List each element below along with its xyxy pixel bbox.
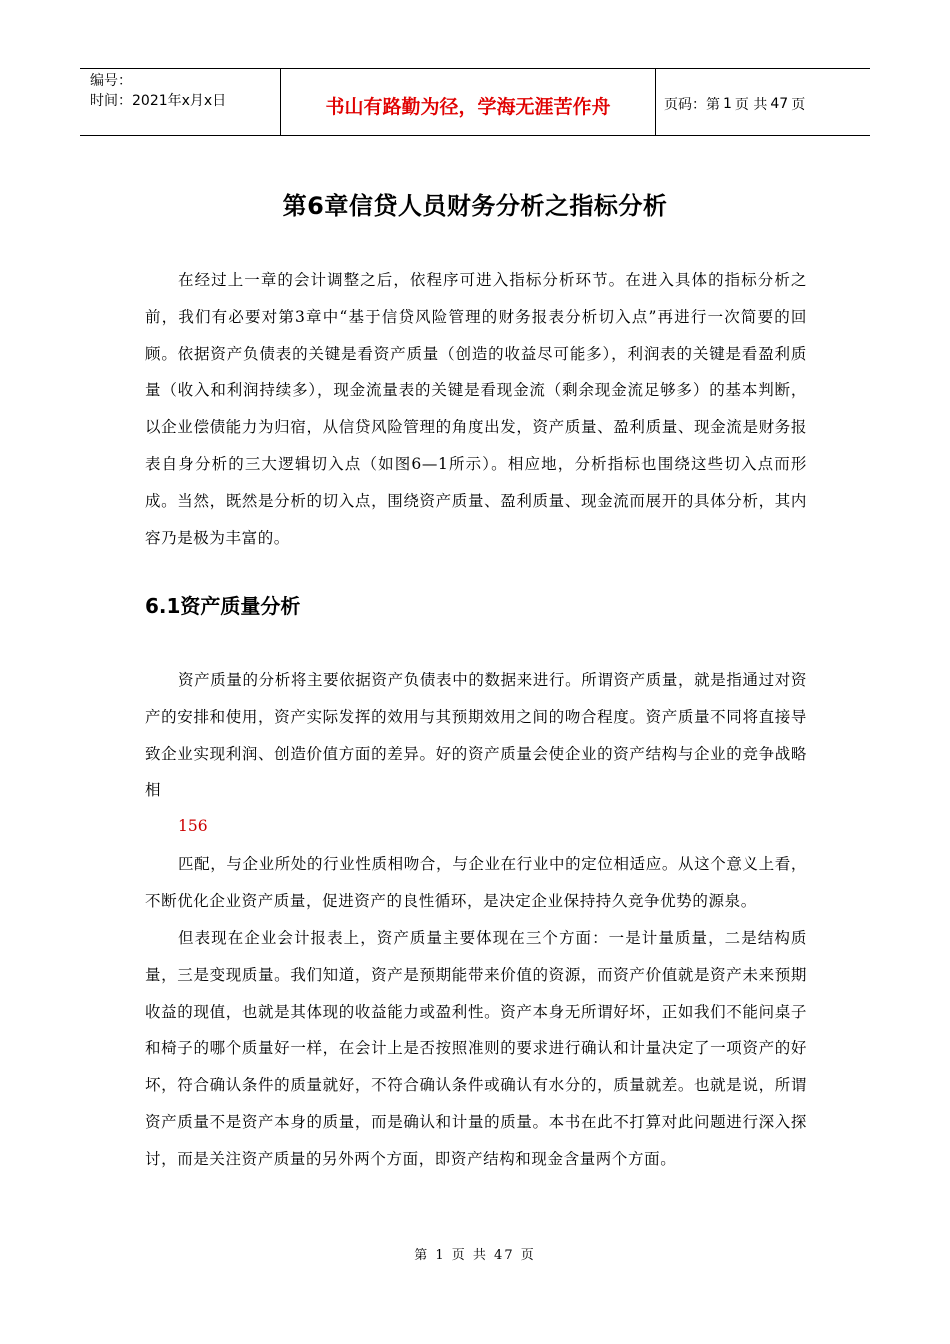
section-paragraph-3: 但表现在企业会计报表上，资产质量主要体现在三个方面：一是计量质量，二是结构质量，三是变现质量。我们知道，资产是预期能带来价值的资源，而资产价值就是资产未来预期收益的现值，也就是其体现的收益能力或盈利性。资产本身无所谓好坏，正如我们不能问桌子和椅子的哪个质量好一样，在会计上是否按照准则的要求进行确认和计量决定了一项资产的好坏，符合确认条件的质量就好，不符合确认条件或确认有水分的，质量就差。也就是说，所谓资产质量不是资产本身的质量，而是确认和计量的质量。本书在此不打算对此问题进行深入探讨，而是关注资产质量的另外两个方面，即资产结构和现金含量两个方面。: [145, 929, 807, 1168]
page-footer: 第 1 页 共 47 页: [414, 1248, 536, 1263]
header-page-info: [656, 69, 870, 135]
page-prefix: 页码：第: [664, 97, 720, 113]
header-motto: 书山有路勤为径，学海无涯苦作舟: [281, 69, 656, 135]
document-number-label: 编号：: [90, 73, 132, 89]
page-current: 1: [723, 96, 732, 112]
section-heading: 6.1资产质量分析: [145, 594, 301, 618]
header-meta: [80, 69, 281, 135]
intro-paragraph: 在经过上一章的会计调整之后，依程序可进入指标分析环节。在进入具体的指标分析之前，我们有必要对第3章中“基于信贷风险管理的财务报表分析切入点”再进行一次简要的回顾。依据资产负债表的关键是看资产质量（创造的收益尽可能多），利润表的关键是看盈利质量（收入和利润持续多），现金流量表的关键是看现金流（剩余现金流足够多）的基本判断，以企业偿债能力为归宿，从信贷风险管理的角度出发，资产质量、盈利质量、现金流是财务报表自身分析的三大逻辑切入点（如图6—1所示）。相应地，分析指标也围绕这些切入点而形成。当然，既然是分析的切入点，围绕资产质量、盈利质量、现金流而展开的具体分析，其内容乃是极为丰富的。: [145, 271, 807, 547]
document-date: 时间：2021年x月x日: [90, 93, 227, 109]
page-total: 47: [770, 96, 789, 112]
page-header: [80, 68, 870, 136]
chapter-title: 第6章信贷人员财务分析之指标分析: [282, 192, 668, 220]
section-paragraph-1: 资产质量的分析将主要依据资产负债表中的数据来进行。所谓资产质量，就是指通过对资产的安排和使用，资产实际发挥的效用与其预期效用之间的吻合程度。资产质量不同将直接导致企业实现利润、创造价值方面的差异。好的资产质量会使企业的资产结构与企业的竞争战略相: [145, 671, 807, 800]
page-suffix: 页: [791, 97, 806, 113]
page-mid: 页 共: [734, 97, 768, 113]
page-reference-marker: 156: [178, 817, 208, 835]
section-paragraph-2: 匹配，与企业所处的行业性质相吻合，与企业在行业中的定位相适应。从这个意义上看，不断优化企业资产质量，促进资产的良性循环，是决定企业保持持久竞争优势的源泉。: [145, 855, 807, 910]
